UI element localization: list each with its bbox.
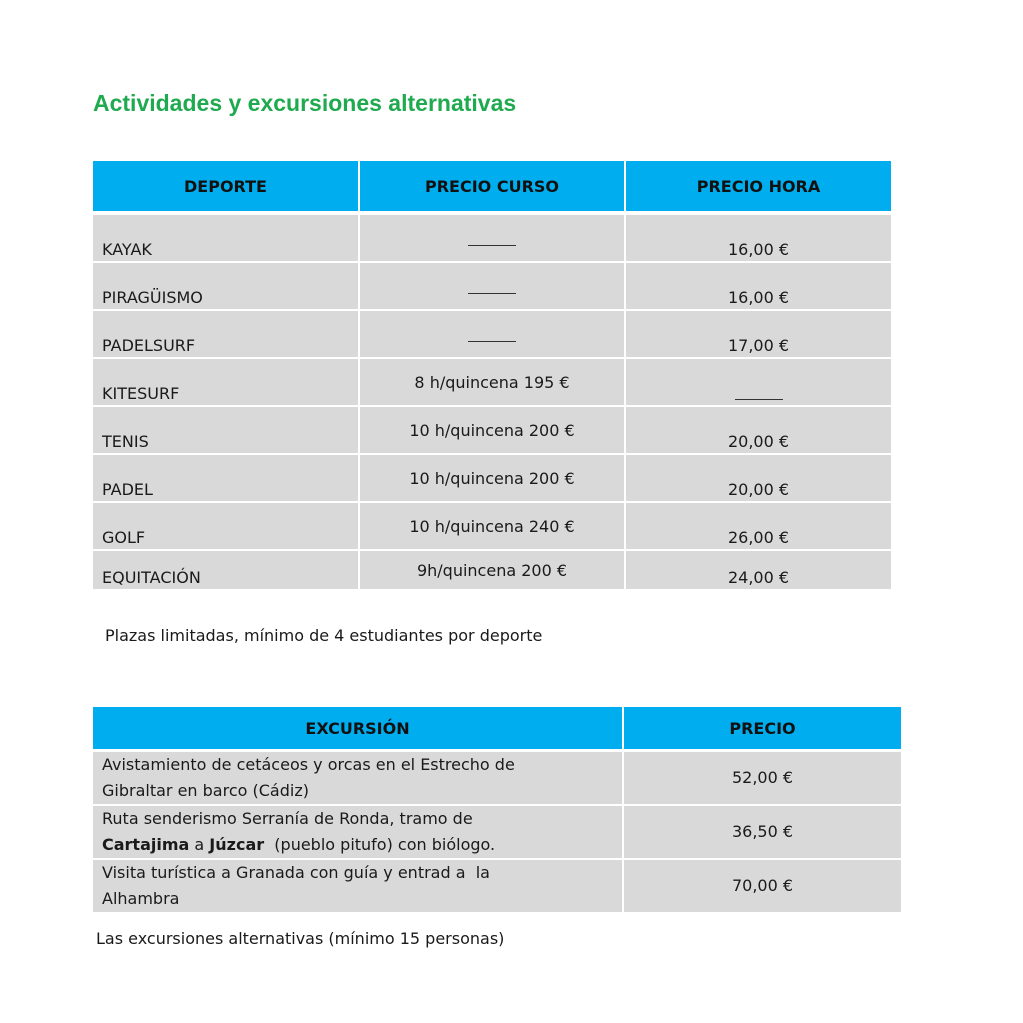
header-deporte: DEPORTE [93, 161, 359, 213]
course-price-cell [359, 262, 625, 310]
table-row [93, 502, 891, 550]
empty-dash [468, 245, 516, 246]
excursion-description [93, 751, 623, 806]
course-price: 8 h/quincena 195 € [414, 373, 570, 392]
sport-name: PIRAGÜISMO [102, 288, 203, 307]
sport-name: PADEL [102, 480, 153, 499]
sports-table [93, 161, 891, 589]
hour-price-cell [625, 502, 891, 550]
hour-price: 16,00 € [727, 240, 790, 259]
sport-name: KAYAK [102, 240, 152, 259]
hour-price-cell [625, 213, 891, 262]
excursion-line: Visita turística a Granada con guía y entrad a la [102, 863, 490, 882]
excursion-description [93, 805, 623, 859]
sport-name: KITESURF [102, 384, 180, 403]
excursion-line-rest: (pueblo pitufo) con biólogo. [264, 835, 496, 854]
course-price-cell [359, 502, 625, 550]
table-row [93, 550, 891, 589]
hour-price-cell [625, 454, 891, 502]
course-price-cell [359, 358, 625, 406]
course-price: 10 h/quincena 200 € [409, 421, 575, 440]
excursion-line: Avistamiento de cetáceos y orcas en el Estrecho de [102, 755, 515, 774]
place-name: Júzcar [209, 835, 265, 854]
table-row [93, 262, 891, 310]
course-price-cell [359, 406, 625, 454]
sport-name: GOLF [102, 528, 146, 547]
sport-name: PADELSURF [102, 336, 196, 355]
table-row [93, 406, 891, 454]
header-precio-hora: PRECIO HORA [625, 161, 891, 213]
excursions-note: Las excursiones alternativas (mínimo 15 personas) [96, 929, 505, 948]
course-price: 10 h/quincena 240 € [409, 517, 575, 536]
hour-price-cell [625, 262, 891, 310]
sport-name-cell [93, 550, 359, 589]
empty-dash [468, 341, 516, 342]
table-row [93, 213, 891, 262]
connector-text: a [189, 835, 210, 854]
sports-note: Plazas limitadas, mínimo de 4 estudiantes por deporte [105, 626, 543, 645]
table-row [93, 310, 891, 358]
course-price-cell [359, 454, 625, 502]
sports-header-row [93, 161, 891, 213]
excursion-line: Alhambra [102, 889, 180, 908]
course-price-cell [359, 213, 625, 262]
excursion-line: Gibraltar en barco (Cádiz) [102, 781, 309, 800]
sport-name-cell [93, 262, 359, 310]
hour-price: 20,00 € [727, 480, 790, 499]
excursions-table [93, 707, 901, 912]
excursion-price: 70,00 € [623, 859, 901, 912]
course-price: 10 h/quincena 200 € [409, 469, 575, 488]
excursion-price: 36,50 € [623, 805, 901, 859]
sport-name-cell [93, 406, 359, 454]
empty-dash [735, 399, 783, 400]
sport-name-cell [93, 454, 359, 502]
hour-price: 17,00 € [727, 336, 790, 355]
sport-name-cell [93, 358, 359, 406]
place-name: Cartajima [102, 835, 190, 854]
hour-price: 16,00 € [727, 288, 790, 307]
table-row [93, 454, 891, 502]
course-price: 9h/quincena 200 € [416, 561, 568, 580]
excursions-header-row [93, 707, 901, 751]
header-precio: PRECIO [623, 707, 901, 751]
hour-price: 26,00 € [727, 528, 790, 547]
table-row [93, 859, 901, 912]
sport-name: TENIS [102, 432, 149, 451]
sport-name-cell [93, 502, 359, 550]
table-row [93, 751, 901, 806]
sport-name-cell [93, 213, 359, 262]
hour-price-cell [625, 358, 891, 406]
table-row [93, 805, 901, 859]
excursion-description [93, 859, 623, 912]
course-price-cell [359, 550, 625, 589]
header-precio-curso: PRECIO CURSO [359, 161, 625, 213]
hour-price: 24,00 € [727, 568, 790, 587]
excursion-line: Ruta senderismo Serranía de Ronda, tramo de [102, 809, 473, 828]
hour-price: 20,00 € [727, 432, 790, 451]
hour-price-cell [625, 406, 891, 454]
table-row [93, 358, 891, 406]
sport-name-cell [93, 310, 359, 358]
sport-name: EQUITACIÓN [102, 568, 201, 587]
course-price-cell [359, 310, 625, 358]
hour-price-cell [625, 550, 891, 589]
hour-price-cell [625, 310, 891, 358]
empty-dash [468, 293, 516, 294]
excursion-price: 52,00 € [623, 751, 901, 806]
header-excursion: EXCURSIÓN [93, 707, 623, 751]
page-title: Actividades y excursiones alternativas [93, 90, 517, 116]
